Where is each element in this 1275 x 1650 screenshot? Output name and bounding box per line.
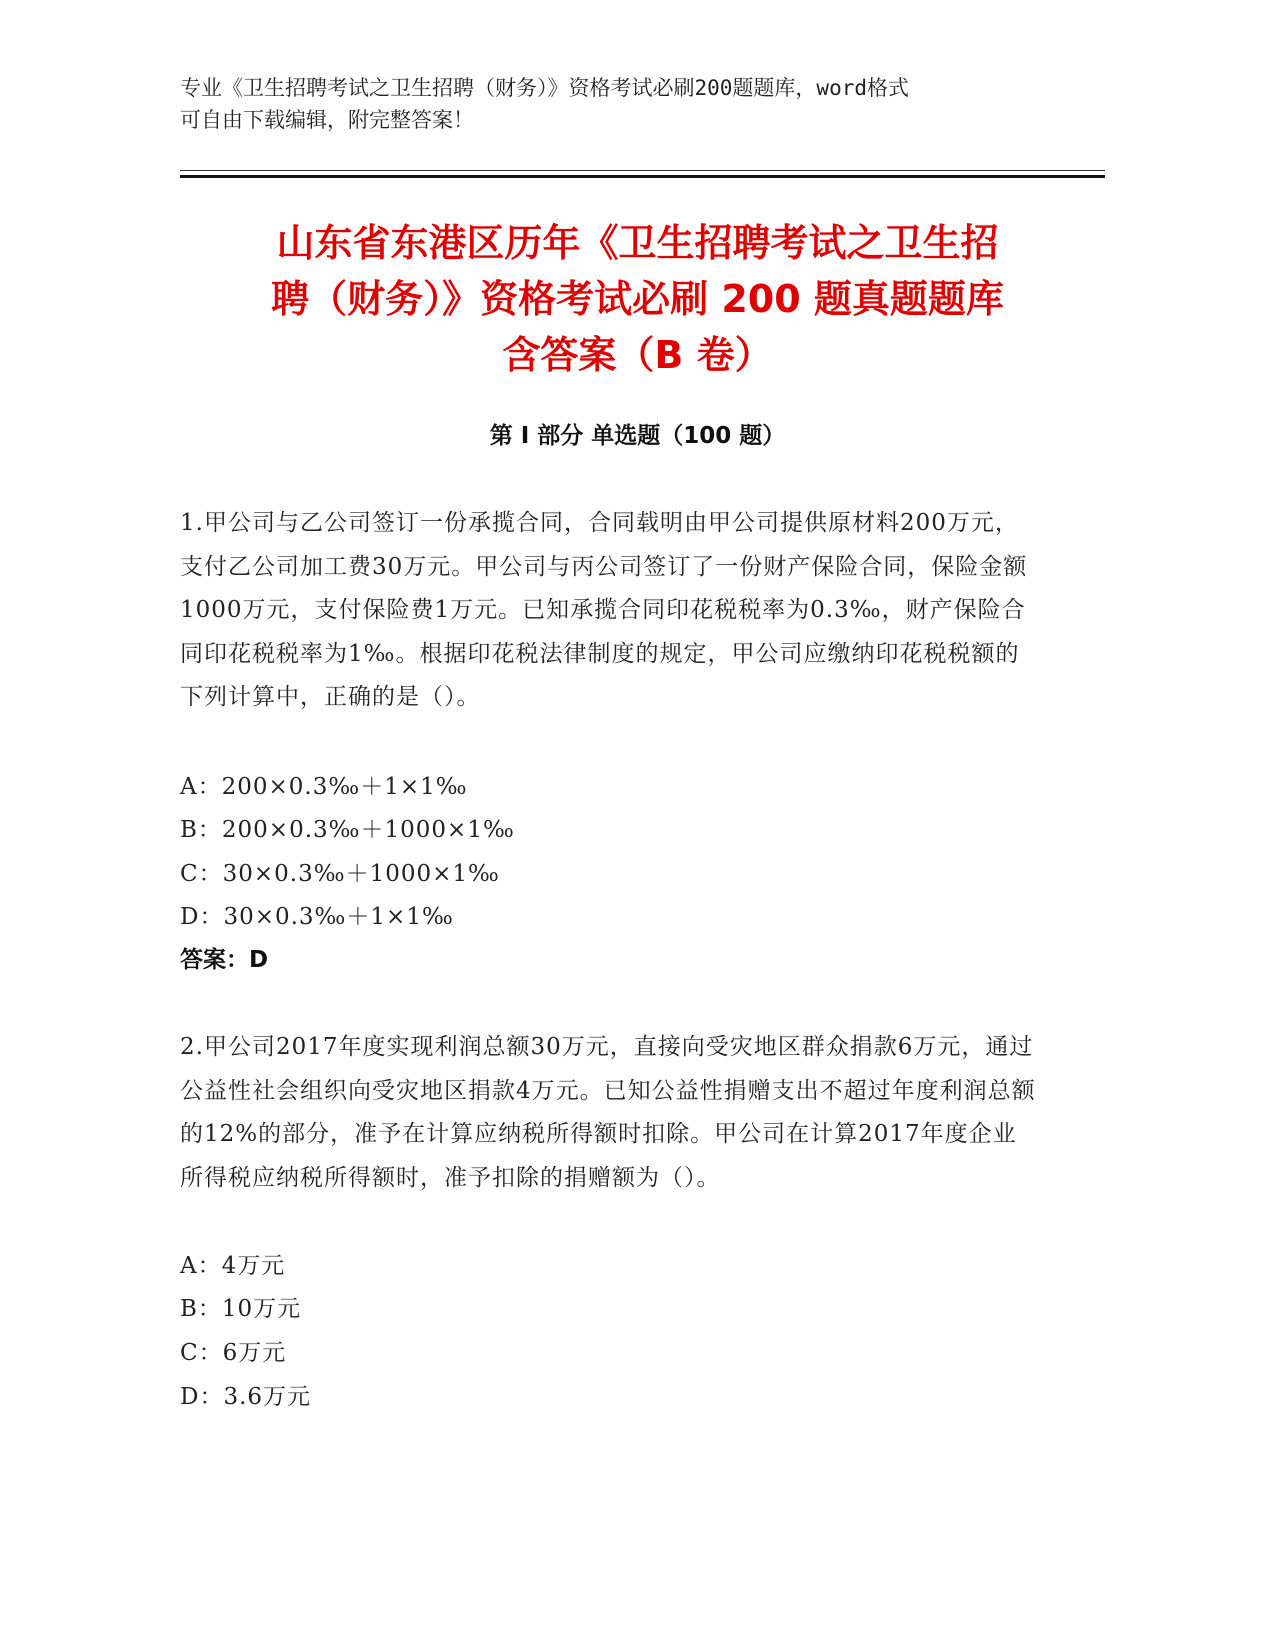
document-title [180,215,1095,383]
question-2-option-b: B：10万元 [180,1296,302,1322]
title-line-2: 聘（财务）》资格考试必刷 200 题真题题库 [271,277,1004,321]
question-2-option-c: C：6万元 [180,1340,287,1366]
header-note-line-2: 可自由下载编辑，附完整答案！ [180,108,474,132]
question-2-stem: 2.甲公司2017年度实现利润总额30万元，直接向受灾地区群众捐款6万元，通过公益性社会组织向受灾地区捐款4万元。已知公益性捐赠支出不超过年度利润总额的12%的部分，准予在计算应纳税所得额时扣除。甲公司在计算2017年度企业所得税应纳税所得额时，准予扣除的捐赠额为（）。 [180,1034,1036,1191]
question-1-answer: 答案：D [180,947,269,973]
question-1-stem: 1.甲公司与乙公司签订一份承揽合同，合同载明由甲公司提供原材料200万元，支付乙公司加工费30万元。甲公司与丙公司签订了一份财产保险合同，保险金额1000万元，支付保险费1万元。已知承揽合同印花税税率为0.3‰，财产保险合同印花税税率为1‰。根据印花税法律制度的规定，甲公司应缴纳印花税税额的下列计算中，正确的是（）。 [180,510,1028,710]
question-1-option-c: C：30×0.3‰＋1000×1‰ [180,861,500,887]
header-note [180,72,1040,136]
header-divider-thin [180,170,1105,171]
question-2-option-a: A：4万元 [180,1253,286,1279]
title-line-1: 山东省东港区历年《卫生招聘考试之卫生招 [276,221,999,265]
question-2-option-d: D：3.6万元 [180,1384,312,1410]
header-divider-thick [180,175,1105,178]
question-1-option-d: D：30×0.3‰＋1×1‰ [180,904,454,930]
section-heading: 第 I 部分 单选题（100 题） [489,423,786,449]
question-1-option-b: B：200×0.3‰＋1000×1‰ [180,817,515,843]
title-line-3: 含答案（B 卷） [502,333,773,377]
header-note-line-1: 专业《卫生招聘考试之卫生招聘（财务）》资格考试必刷200题题库，word格式 [180,76,909,100]
question-1-option-a: A：200×0.3‰＋1×1‰ [180,774,468,800]
